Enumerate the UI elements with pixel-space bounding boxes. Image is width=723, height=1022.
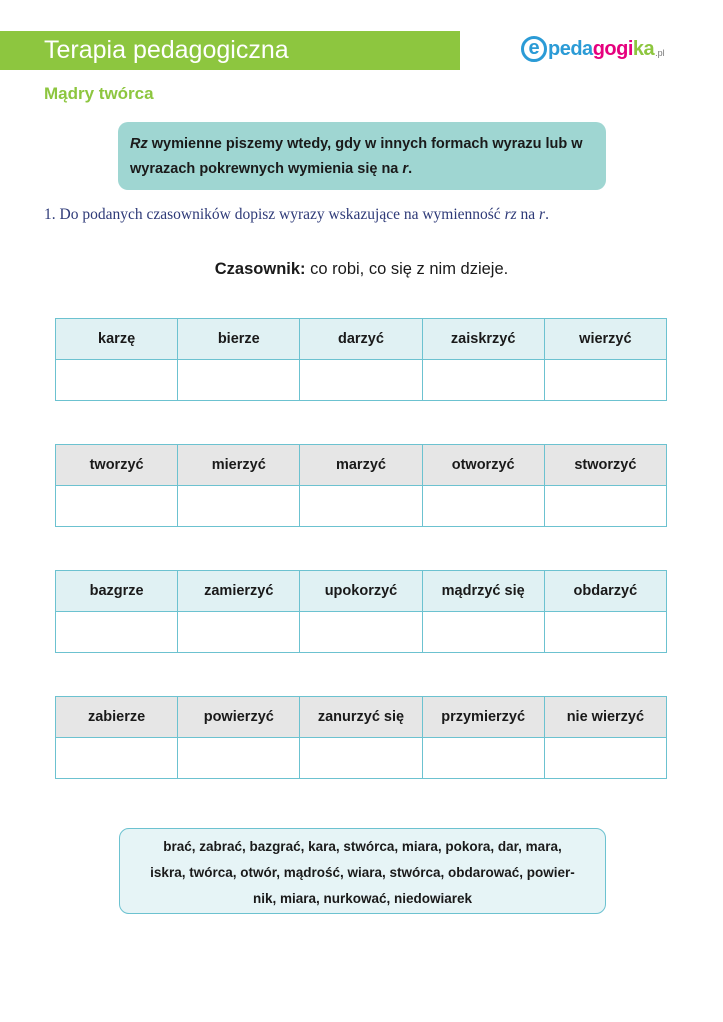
answer-cell[interactable] [56,360,178,401]
table-header-row [56,697,667,738]
verb-cell: przymierzyć [422,697,544,738]
word-bank [119,828,606,914]
verb-cell: powierzyć [178,697,300,738]
exercise-instruction: 1. Do podanych czasowników dopisz wyrazy wskazujące na wymienność rz na r. [44,206,549,223]
verb-cell: nie wierzyć [544,697,666,738]
answer-cell[interactable] [178,360,300,401]
answer-cell[interactable] [300,612,422,653]
verb-definition [0,260,723,279]
answer-cell[interactable] [178,738,300,779]
verb-cell: darzyć [300,319,422,360]
verb-cell: marzyć [300,445,422,486]
verb-cell: karzę [56,319,178,360]
verb-cell: wierzyć [544,319,666,360]
logo-e-icon: e [521,36,547,62]
verb-cell: zabierze [56,697,178,738]
answer-cell[interactable] [178,486,300,527]
verb-cell: bierze [178,319,300,360]
verb-cell: mądrzyć się [422,571,544,612]
worksheet-title: Mądry twórca [44,84,154,103]
definition-text: co robi, co się z nim dzieje. [305,260,509,278]
answer-row [56,738,667,779]
rule-text: wymienne piszemy wtedy, gdy w innych formach wyrazu lub w wyrazach pokrewnych wymienia się na [130,136,583,177]
verb-cell: stworzyć [544,445,666,486]
word-table [55,318,667,401]
verb-cell: zamierzyć [178,571,300,612]
answer-cell[interactable] [544,612,666,653]
rule-r: r [402,161,409,177]
verb-cell: upokorzyć [300,571,422,612]
answer-row [56,612,667,653]
page-header-title: Terapia pedagogiczna [44,36,289,64]
answer-row [56,360,667,401]
answer-cell[interactable] [544,360,666,401]
table-header-row [56,445,667,486]
page-header-bar [0,31,460,70]
answer-cell[interactable] [178,612,300,653]
answer-cell[interactable] [544,738,666,779]
word-bank-line: nik, miara, nurkować, niedowiarek [252,891,473,906]
answer-cell[interactable] [56,486,178,527]
word-table [55,696,667,779]
answer-cell[interactable] [300,486,422,527]
answer-cell[interactable] [56,612,178,653]
verb-cell: zanurzyć się [300,697,422,738]
verb-cell: zaiskrzyć [422,319,544,360]
word-table [55,444,667,527]
table-header-row [56,571,667,612]
rule-period: . [408,161,413,177]
word-bank-line: brać, zabrać, bazgrać, kara, stwórca, miara, pokora, dar, mara, [163,839,562,854]
logo-suffix: .pl [655,48,665,58]
rule-rz: Rz [130,136,148,152]
answer-cell[interactable] [300,738,422,779]
answer-cell[interactable] [56,738,178,779]
verb-cell: otworzyć [422,445,544,486]
answer-cell[interactable] [300,360,422,401]
answer-row [56,486,667,527]
epedagogika-logo [521,33,665,65]
word-bank-line: iskra, twórca, otwór, mądrość, wiara, stwórca, obdarować, powier- [150,865,575,880]
verb-cell: obdarzyć [544,571,666,612]
word-table [55,570,667,653]
answer-cell[interactable] [422,612,544,653]
rule-box [118,122,606,190]
verb-cell: bazgrze [56,571,178,612]
answer-cell[interactable] [422,486,544,527]
exercise-number: 1. [44,206,56,223]
table-header-row [56,319,667,360]
answer-cell[interactable] [422,360,544,401]
answer-cell[interactable] [544,486,666,527]
verb-cell: mierzyć [178,445,300,486]
logo-text: pedagogika [548,37,655,60]
verb-cell: tworzyć [56,445,178,486]
answer-cell[interactable] [422,738,544,779]
definition-label: Czasownik: [214,260,306,278]
